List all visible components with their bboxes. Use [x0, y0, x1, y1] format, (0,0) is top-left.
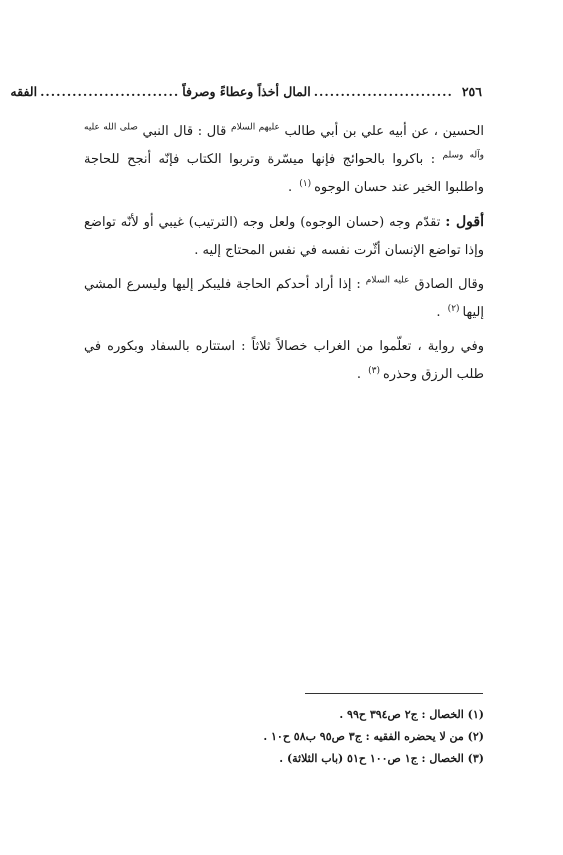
paragraph-3 [84, 271, 484, 327]
text-run: الحسين ، عن أبيه علي بن أبي طالب [279, 124, 484, 139]
header-right [37, 84, 482, 99]
footnote-ref-1[interactable]: (١) [299, 178, 312, 189]
footnote-2: (٢) من لا يحضره الفقيه : ج٣ ص٩٥ ب٥٨ ح١٠ . [263, 730, 484, 743]
text-run: وقال الصادق [409, 277, 484, 292]
footnote-1: (١) الخصال : ج٢ ص٣٩٤ ح٩٩ . [339, 708, 484, 721]
footnote-divider [305, 693, 483, 694]
section-title: الفقه [10, 83, 38, 99]
text-run: : إذا أراد أحدكم الحاجة فليبكر إليها وليسرع المشي إليها [84, 277, 484, 320]
body-text [84, 118, 484, 395]
footnote-3: (٣) الخصال : ج١ ص١٠٠ ح٥١ (باب الثلاثة) . [279, 752, 484, 765]
footnote-ref-3[interactable]: (٣) [368, 365, 380, 376]
paragraph-4 [84, 333, 484, 389]
text-run: وفي رواية ، تعلّموا من الغراب خصالاً ثلاثاً : استتاره بالسفاد وبكوره في طلب الرزق وحذره [84, 339, 484, 382]
text-run: قال : قال النبي [137, 124, 232, 139]
footnote-ref-2[interactable]: (٢) [447, 303, 460, 314]
text-run: : باكروا بالحوائج فإنها ميسّرة وتربوا الكتاب فإنّه أنجح للحاجة واطلبوا الخير عند حسان الوجوه [84, 152, 484, 195]
header-dots-left: .......................... [313, 83, 453, 99]
blessing-glyph: عليهم السلام [231, 122, 280, 133]
running-header [10, 80, 482, 102]
blessing-glyph: صلى الله عليه وآله وسلم [84, 122, 484, 161]
paragraph-lead: أقول : [445, 214, 484, 230]
header-dots-right: .......................... [40, 83, 180, 99]
page-number: ٢٥٦ [461, 83, 482, 99]
footnotes [150, 704, 484, 770]
text-run: . [287, 180, 297, 195]
text-run: . [436, 305, 445, 320]
paragraph-1 [84, 118, 484, 202]
paragraph-2 [84, 208, 484, 265]
blessing-glyph: عليه السلام [365, 275, 410, 286]
text-run: تقدّم وجه (حسان الوجوه) ولعل وجه (الترتيب) غيبي أو لأنّه تواضع وإذا تواضع الإنسان أثّرت نفسه في نفس المحتاج إليه . [84, 215, 484, 258]
chapter-title: المال أخذاً وعطاءً وصرفاً [182, 83, 311, 99]
text-run: . [356, 367, 366, 382]
